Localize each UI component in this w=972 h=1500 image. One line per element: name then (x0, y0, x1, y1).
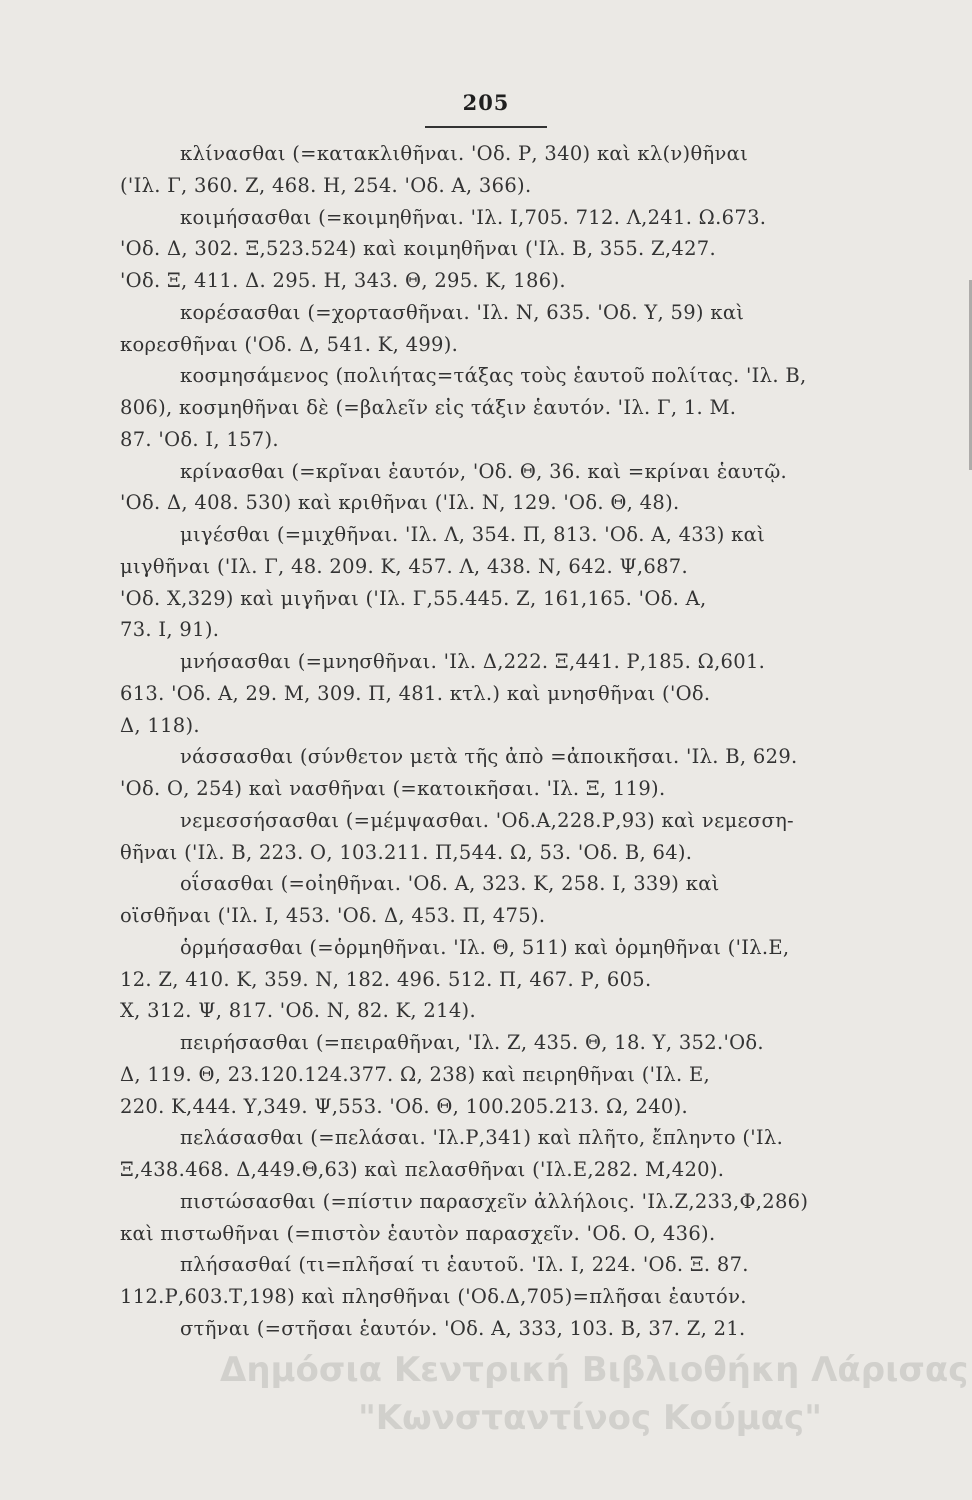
text-line: θῆναι ('Ιλ. Β, 223. Ο, 103.211. Π,544. Ω, 53. 'Οδ. Β, 64). (120, 840, 693, 864)
text-line: καὶ πιστωθῆναι (=πιστὸν ἑαυτὸν παρασχεῖν. 'Οδ. Ο, 436). (120, 1221, 716, 1245)
text-line: κοσμησάμενος (πολιήτας=τάξας τοὺς ἑαυτοῦ πολίτας. 'Ιλ. Β, (180, 364, 807, 388)
text-line: κορέσασθαι (=χορτασθῆναι. 'Ιλ. Ν, 635. 'Οδ. Υ, 59) καὶ (180, 300, 745, 324)
text-line: 'Οδ. Δ, 302. Ξ,523.524) καὶ κοιμηθῆναι ('Ιλ. Β, 355. Ζ,427. (120, 237, 716, 261)
text-line: 73. Ι, 91). (120, 618, 220, 642)
text-line: οΐσασθαι (=οἰηθῆναι. 'Οδ. Α, 323. Κ, 258. Ι, 339) καὶ (180, 872, 720, 896)
text-line: ('Ιλ. Γ, 360. Ζ, 468. Η, 254. 'Οδ. Α, 366). (120, 173, 532, 197)
text-line: κλίνασθαι (=κατακλιθῆναι. 'Οδ. Ρ, 340) καὶ κλ(ν)θῆναι (180, 142, 749, 165)
text-line: μιγθῆναι ('Ιλ. Γ, 48. 209. Κ, 457. Λ, 438. Ν, 642. Ψ,687. (120, 554, 689, 578)
text-line: Ξ,438.468. Δ,449.Θ,63) καὶ πελασθῆναι ('Ιλ.Ε,282. Μ,420). (120, 1158, 725, 1181)
text-line: Δ, 118). (120, 713, 200, 737)
text-line: 'Οδ. Χ,329) καὶ μιγῆναι ('Ιλ. Γ,55.445. Ζ, 161,165. 'Οδ. Α, (120, 586, 707, 610)
page-number-rule (425, 126, 547, 128)
text-line: στῆναι (=στῆσαι ἑαυτόν. 'Οδ. Α, 333, 103. Β, 37. Ζ, 21. (180, 1316, 746, 1340)
dictionary-entries (120, 138, 820, 1345)
text-line: Δ, 119. Θ, 23.120.124.377. Ω, 238) καὶ πειρηθῆναι ('Ιλ. Ε, (120, 1062, 710, 1086)
text-line: 806), κοσμηθῆναι δὲ (=βαλεῖν εἰς τάξιν ἑαυτόν. 'Ιλ. Γ, 1. Μ. (120, 396, 737, 419)
text-line: μνήσασθαι (=μνησθῆναι. 'Ιλ. Δ,222. Ξ,441. Ρ,185. Ω,601. (180, 650, 766, 673)
text-line: μιγέσθαι (=μιχθῆναι. 'Ιλ. Λ, 354. Π, 813. 'Οδ. Α, 433) καὶ (180, 523, 766, 546)
text-line: πιστώσασθαι (=πίστιν παρασχεῖν ἀλλήλοις. 'Ιλ.Ζ,233,Φ,286) (180, 1189, 809, 1213)
text-line: κοιμήσασθαι (=κοιμηθῆναι. 'Ιλ. Ι,705. 712. Λ,241. Ω.673. (180, 205, 767, 229)
text-line: 613. 'Οδ. Α, 29. Μ, 309. Π, 481. κτλ.) καὶ μνησθῆναι ('Οδ. (120, 681, 711, 705)
library-watermark-line2: "Κωνσταντίνος Κούμας" (358, 1398, 822, 1438)
text-line: πελάσασθαι (=πελάσαι. 'Ιλ.Ρ,341) καὶ πλῆτο, ἔπληντο ('Ιλ. (180, 1126, 784, 1150)
text-line: 'Οδ. Δ, 408. 530) καὶ κριθῆναι ('Ιλ. Ν, 129. 'Οδ. Θ, 48). (120, 491, 680, 515)
text-line: πλήσασθαί (τι=πλῆσαί τι ἑαυτοῦ. 'Ιλ. Ι, 224. 'Οδ. Ξ. 87. (180, 1253, 749, 1277)
text-line: 'Οδ. Ο, 254) καὶ νασθῆναι (=κατοικῆσαι. 'Ιλ. Ξ, 119). (120, 777, 666, 800)
text-line: οϊσθῆναι ('Ιλ. Ι, 453. 'Οδ. Δ, 453. Π, 475). (120, 904, 546, 927)
text-line: ὁρμήσασθαι (=ὁρμηθῆναι. 'Ιλ. Θ, 511) καὶ ὁρμηθῆναι ('Ιλ.Ε, (180, 935, 790, 959)
page-number: 205 (462, 90, 510, 115)
text-line: νεμεσσήσασθαι (=μέμψασθαι. 'Οδ.Α,228.Ρ,93) καὶ νεμεσση- (180, 808, 794, 832)
text-line: κρίνασθαι (=κρῖναι ἑαυτόν, 'Οδ. Θ, 36. καὶ =κρίναι ἑαυτῷ. (180, 459, 788, 483)
text-line: 12. Ζ, 410. Κ, 359. Ν, 182. 496. 512. Π, 467. Ρ, 605. (120, 967, 652, 991)
text-line: νάσσασθαι (σύνθετον μετὰ τῆς ἀπὸ =ἀποικῆσαι. 'Ιλ. Β, 629. (180, 745, 798, 769)
text-line: 'Οδ. Ξ, 411. Δ. 295. Η, 343. Θ, 295. Κ, 186). (120, 269, 566, 292)
text-line: πειρήσασθαι (=πειραθῆναι, 'Ιλ. Ζ, 435. Θ, 18. Υ, 352.'Οδ. (180, 1031, 764, 1054)
text-line: 220. Κ,444. Υ,349. Ψ,553. 'Οδ. Θ, 100.205.213. Ω, 240). (120, 1094, 689, 1118)
text-line: 112.Ρ,603.Τ,198) καὶ πλησθῆναι ('Οδ.Δ,705)=πλῆσαι ἑαυτόν. (120, 1285, 747, 1308)
library-watermark-line1: Δημόσια Κεντρική Βιβλιοθήκη Λάρισας (220, 1350, 969, 1390)
text-line: Χ, 312. Ψ, 817. 'Οδ. Ν, 82. Κ, 214). (120, 999, 476, 1023)
text-line: 87. 'Οδ. Ι, 157). (120, 427, 279, 451)
text-line: κορεσθῆναι ('Οδ. Δ, 541. Κ, 499). (120, 332, 459, 356)
